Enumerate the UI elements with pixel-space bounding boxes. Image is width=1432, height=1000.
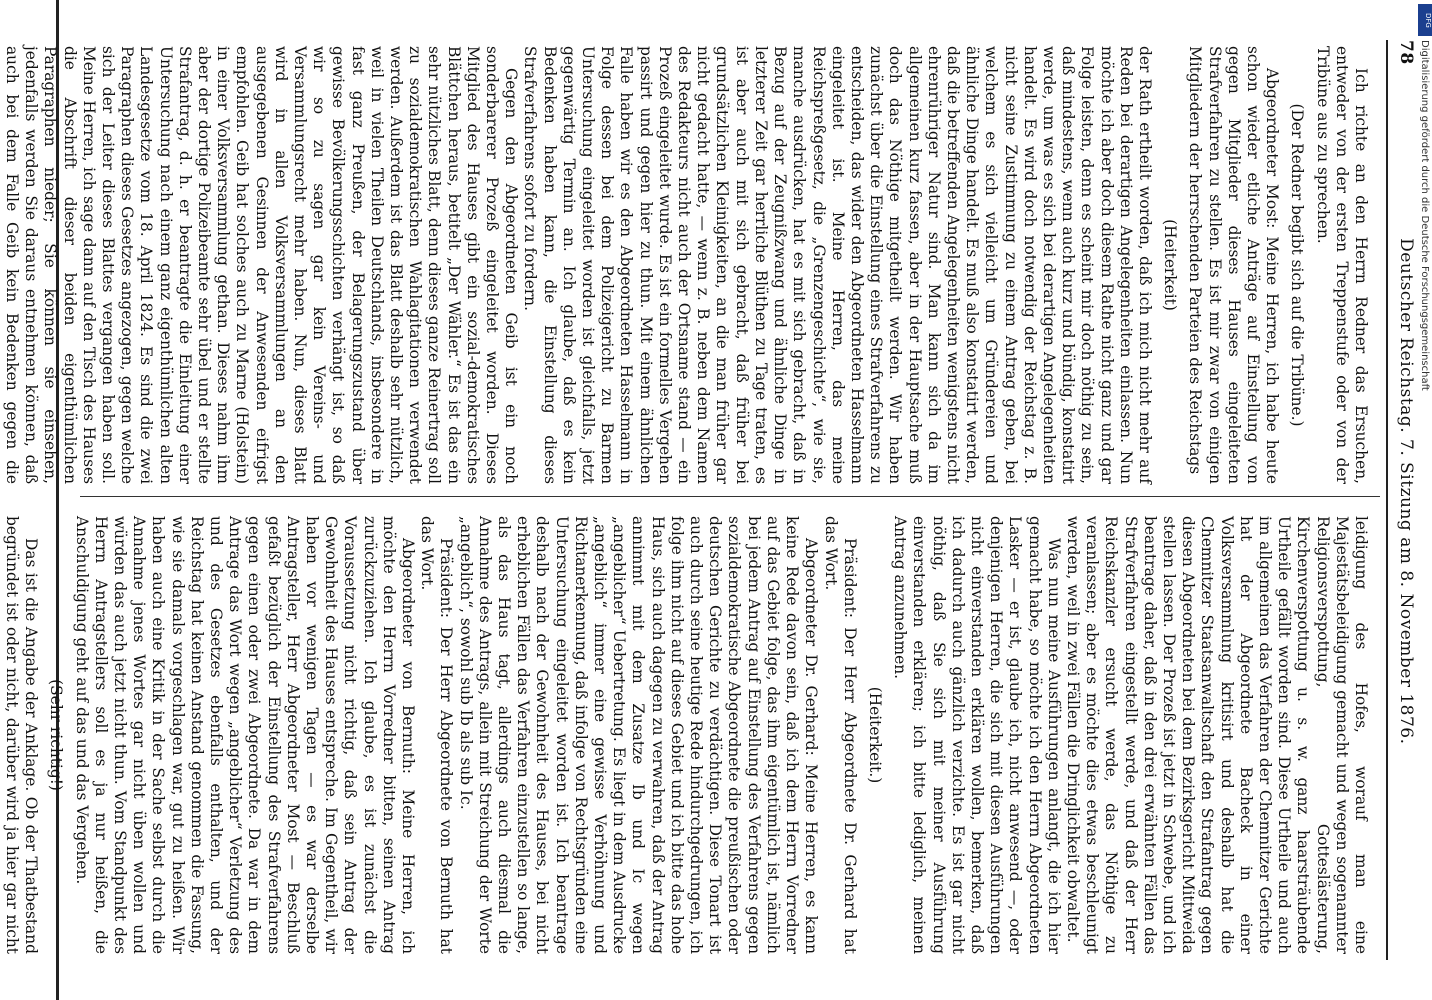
- digitization-text: Digitalisierung gefördert durch die Deutsche Forschungsgemeinschaft: [1419, 40, 1430, 391]
- stage-direction: (Heiterkeit.): [865, 686, 884, 784]
- paragraph: leidigung des Hofes, worauf man eine Majestätsbeleidigung gemacht und wegen sogenannter Religionsverspottung, Gotteslästerung, Kirchenverspottung u. s. w. ganz haarsträubende Urtheile gefällt worden sind. Diese Urtheile und auch im allgemeinen das Verfahren der Chemnitzer Gerichte hat der Abgeordnete Bacheck in einer Volksversammlung kritisirt und deshalb hat die Chemnitzer Staatsanwaltschaft den Strafantrag gegen diesen Abgeordneten bei dem Bezirksgericht Mittweida stellen lassen. Der Prozeß ist jetzt in Schwebe, und ich beantrage daher, daß in den drei erwähnten Fällen das Strafverfahren eingestellt werde, und daß der Herr Reichskanzler ersucht werde, das Nöthige zu veranlassen; aber es möchte dies etwas beschleunigt werden, weil in zwei Fällen die Dringlichkeit obwaltet.: [1063, 516, 1370, 954]
- paragraph: der Rath ertheilt worden, daß ich mich nicht mehr auf Reden bei derartigen Angelegenheiten einlassen. Nun möchte ich aber doch diesem Rathe nicht ganz und gar Folge leisten, denn es scheint mir doch nöthig zu sein, daß mindestens, wenn auch kurz und bündig, konstatirt werde, um was es sich bei derartigen Angelegenheiten handelt. Es wird doch notwendig der Reichstag z. B. nicht seine Zustimmung zu einem Antrag geben, bei welchem es sich vielleicht um Gründereien und ähnliche Dinge handelt. Es muß also konstatirt werden, daß die betreffenden Angelegenheiten wenigstens nicht ehrenrühriger Natur sind. Man kann sich da im allgemeinen kurz fassen, aber in der Hauptsache muß doch das Nöthige mitgetheilt werden. Wir haben zunächst über die Einstellung eines Strafverfahrens zu entscheiden, das wider den Abgeordneten Hasselmann eingeleitet ist. Meine Herren, das meine Reichspreßgesetz, die „Grenzengeschichte“, wie sie, manche ausdrücken, hat es mit sich gebracht, daß in Bezug auf der Zeugnißzwang und ähnliche Dinge in letzterer Zeit gar herrliche Blüthen zu Tage traten, es ist aber auch mit sich gebracht, daß früher bei grundsätzlichen Kleinigkeiten, an die man früher gar nicht gedacht hatte, — wenn z. B. neben dem Namen des Redakteurs nicht auch der Ortsname stand — ein Prozeß eingeleitet wurde. Es ist ein formelles Vergehen passirt und gegen hier zu thun. Mit einem ähnlichen Falle haben wir es den Abgeordneten Hasselmann in Folge dessen bei dem Polizeigericht zu Barmen Untersuchung eingeleitet worden ist gleichfalls, jetzt gegenwärtig Termin an. Ich glaube, daß es kein Bedenken haben kann, die Einstellung dieses Strafverfahrens sofort zu fordern.: [521, 46, 1154, 484]
- stage-direction: (Sehr richtig!): [47, 679, 66, 791]
- page-number: 78: [1396, 40, 1416, 65]
- paragraph: Abgeordneter von Bernuth: Meine Herren, ich möchte den Herrn Vorredner bitten, seinen Antrag zurückzuziehen. Ich glaube, es ist zunächst die Voraussetzung nicht richtig, daß sein Antrag der Gewohnheit des Hauses entspreche. Im Gegentheil, wir haben vor wenigen Tagen — es war derselbe Antragsteller, Herr Abgeordneter Most — Beschluß gefaßt bezüglich der Einstellung des Strafverfahrens gegen einen oder zwei Abgeordnete. Da war in dem Antrage das Wort wegen „angeblicher“ Verletzung des und des Gesetzes ebenfalls enthalten, und der Reichstag hat keinen Anstand genommen die Fassung, wie sie damals vorgeschlagen war, gut zu heißen. Wir haben auch eine Kritik in der Sache selbst durch die Annahme jenes Wortes gar nicht üben wollen und würden das auch jetzt nicht thun. Vom Standpunkt des Herrn Antragstellers soll es ja nur heißen, die Anschuldigung geht auf das und das Vergehen.: [72, 516, 418, 954]
- rotated-page: [2, 0, 1432, 1000]
- paragraph: Präsident: Der Herr Abgeordnete Dr. Gerhard hat das Wort.: [821, 516, 859, 954]
- paragraph: Was nun meine Ausführungen anlangt, die ich hier gemacht habe, so möchte ich den Herrn Abgeordneten Lasker — er ist, glaube ich, nicht anwesend —, oder denjenigen Herren, die sich mit diesen Ausführungen nicht einverstanden erklären wollen, bemerken, daß ich dadurch auch gänzlich verzichte. Es ist gar nicht nöthig, daß Sie sich mit meiner Ausführung einverstanden erklären; ich bitte lediglich, meinen Antrag anzunehmen.: [891, 516, 1063, 954]
- running-title: Deutscher Reichstag. 7. Sitzung am 8. November 1876.: [1396, 238, 1416, 745]
- column-divider: [80, 496, 1380, 497]
- paragraph: Abgeordneter Dr. Gerhard: Meine Herren, es kann keine Rede davon sein, daß ich dem Herrn Vorredner auf das Gebiet folge, das ihm eigentümlich ist, nämlich bei jedem Antrag auf Einstellung des Verfahrens gegen sozialdemokratische Abgeordnete die preußischen oder deutschen Gerichte zu verdächtigen. Diese Tonart ist auch durch seine heutige Rede hindurchgedrungen, ich folge ihm nicht auf dieses Gebiet und ich bitte das hohe Haus, sich auch dagegen zu verwahren, daß der Antrag annimmt mit dem Zusatze Ib und Ic wegen „angeblicher“ Uebertretung. Es liegt in dem Ausdrucke „angeblich“ immer eine gewisse Verhöhnung und Richtanerkennung, daß infolge von Rechtsgründen eine Untersuchung eingeleitet worden ist. Ich beantrage deshalb nach der Gewohnheit des Hauses, bei nicht erheblichen Fällen das Verfahren einzustellen so lange, als das Haus tagt, allerdings auch diesmal die Annahme des Antrags, allein mit Streichung der Worte „angeblich“, sowohl sub Ib als sub Ic.: [456, 516, 821, 954]
- stage-direction: (Heiterkeit): [1161, 219, 1180, 311]
- header-rule: [1386, 40, 1388, 960]
- left-column: [0, 46, 1370, 484]
- paragraph: Gegen den Abgeordneten Geib ist ein noch sonderbarerer Prozeß eingeleitet worden. Dieses Mitglied des Hauses gibt ein sozial-demokratisches Blättchen heraus, betitelt „Der Wähler.“ Es ist das ein sehr nützliches Blatt, denn dieses ganze Reinertrag soll zu sozialdemokratischen Wahlagitationen verwendet werden. Außerdem ist das Blatt deshalb sehr nützlich, weil in vielen Theilen Deutschlands, insbesondere in fast ganz Preußen, der Belagerungszustand über gewisse Bevölkerungsschichten verhängt ist, so daß wir so zu sagen gar kein Vereins- und Versammlungsrecht mehr haben. Nun, dieses Blatt wird in allen Volksversammlungen an den ausgegebenen Gesinnen der Anwesenden eifrigst empfohlen. Geib hat solches auch zu Marne (Holstein) in einer Volksversammlung gethan. Dieses nahm ihm aber der dortige Polizeibeamte sehr übel und er stellte Strafantrag, d. h. er beantragte die Einleitung einer Untersuchung nach einem ganz eigenthümlichen alten Landesgesetze vom 18. April 1824. Es sind die zwei Paragraphen dieses Gesetzes angezogen, gegen welche sich der Leiter dieses Blattes vergangen haben soll. Meine Herren, ich sage dann auf den Tisch des Hauses die Abschrift dieser beiden eigenthümlichen Paragraphen nieder; Sie können sie einsehen, jedenfalls werden Sie daraus entnehmen können, daß auch bei dem Falle Geib kein Bedenken gegen die: [2, 46, 521, 484]
- right-column: [0, 516, 1370, 954]
- paragraph: Ich richte an den Herrn Redner das Ersuchen, entweder von der ersten Treppenstufe oder von der Tribüne aus zu sprechen.: [1313, 46, 1370, 484]
- paragraph: Das ist die Angabe der Anklage. Ob der Thatbestand begründet ist oder nicht, darüber wird ja hier gar nicht: [2, 516, 41, 954]
- stage-direction: (Der Redner begibt sich auf die Tribüne.): [1288, 103, 1307, 427]
- paragraph: Abgeordneter Most: Meine Herren, ich habe heute schon wieder etliche Anträge auf Einstellung von gegen Mitglieder dieses Hauses eingeleiteten Strafverfahren zu stellen. Es ist mir zwar von einigen Mitgliedern der herrschenden Parteien des Reichstags: [1186, 46, 1282, 484]
- paragraph: Präsident: Der Herr Abgeordnete von Bernuth hat das Wort.: [418, 516, 456, 954]
- dfg-logo: DFG: [1418, 4, 1432, 36]
- digitization-credit: [1418, 40, 1432, 1000]
